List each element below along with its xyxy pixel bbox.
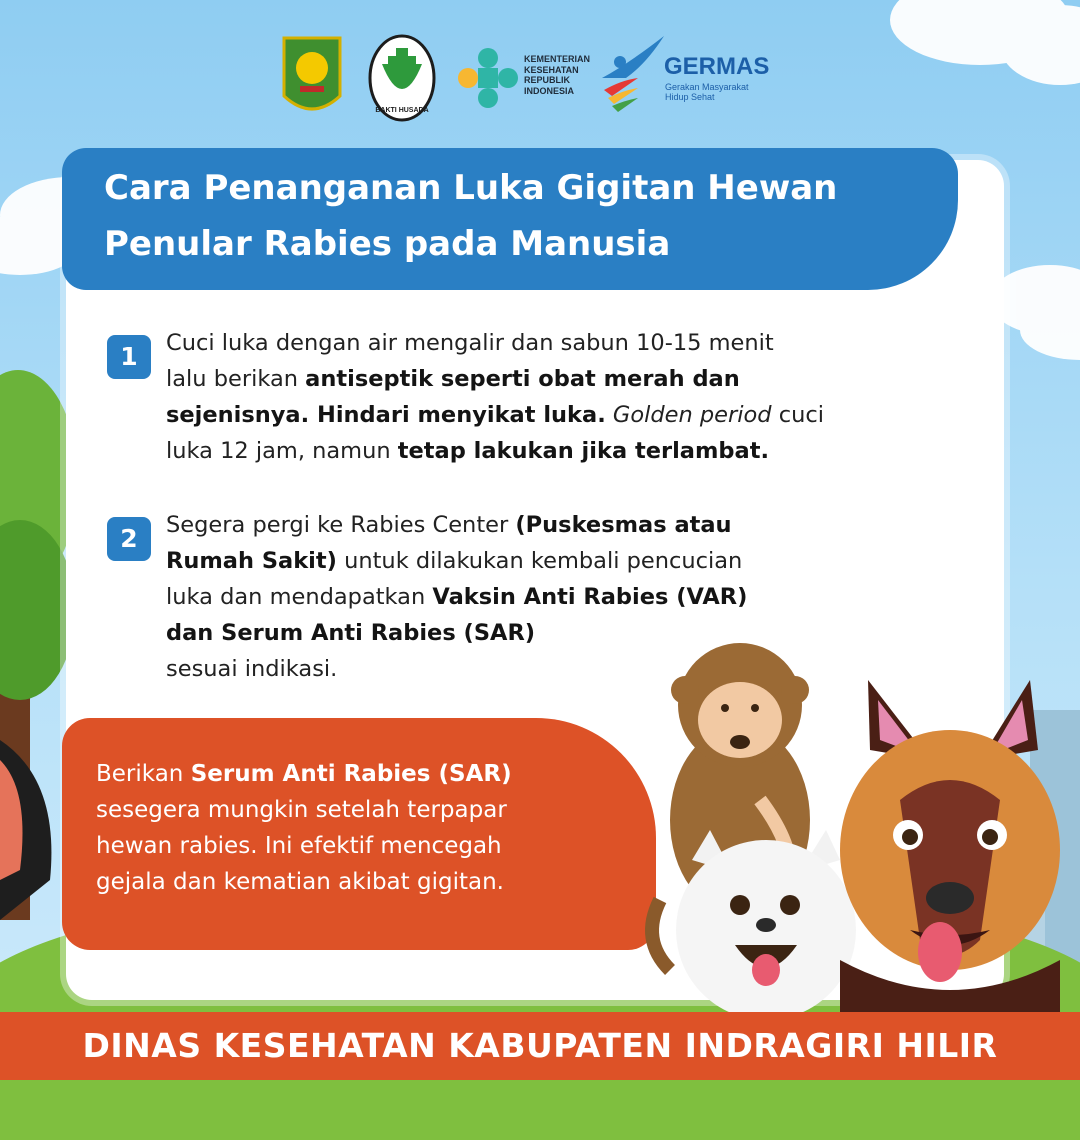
step-number-badge: 2 xyxy=(107,517,151,561)
text-segment: sejenisnya. Hindari menyikat luka. xyxy=(166,402,606,428)
text-line xyxy=(166,543,896,579)
regency-emblem-icon xyxy=(282,36,342,122)
germas-icon xyxy=(598,34,666,114)
text-line xyxy=(96,828,616,864)
text-line xyxy=(96,756,616,792)
text-line xyxy=(166,361,896,397)
text-segment: Vaksin Anti Rabies (VAR) xyxy=(432,584,748,610)
ministry-label: KEMENTERIAN KESEHATAN REPUBLIK INDONESIA xyxy=(524,54,591,96)
text-segment: lalu berikan xyxy=(166,366,306,392)
text-segment: Serum Anti Rabies (SAR) xyxy=(190,761,512,787)
text-segment: tetap lakukan jika terlambat. xyxy=(397,438,769,464)
germas-name: GERMAS xyxy=(664,53,770,80)
text-line xyxy=(166,325,896,361)
text-segment: Segera pergi ke Rabies Center xyxy=(166,512,516,538)
cat-icon xyxy=(676,830,856,1020)
dog-icon xyxy=(840,680,1060,1020)
text-segment: Berikan xyxy=(96,761,191,787)
step-number-badge: 1 xyxy=(107,335,151,379)
title-line-1: Cara Penanganan Luka Gigitan Hewan xyxy=(104,168,838,208)
animals-illustration xyxy=(640,640,1080,1020)
text-segment: sesuai indikasi. xyxy=(166,656,338,682)
kemenkes-icon xyxy=(456,46,520,110)
text-segment: (Puskesmas atau xyxy=(515,512,732,538)
text-line xyxy=(166,397,896,433)
text-segment: Cuci luka dengan air mengalir dan sabun 10-15 menit xyxy=(166,330,774,356)
text-segment xyxy=(606,402,613,428)
text-line xyxy=(166,579,896,615)
text-segment: gejala dan kematian akibat gigitan. xyxy=(96,869,504,895)
text-line xyxy=(96,864,616,900)
text-segment: hewan rabies. Ini efektif mencegah xyxy=(96,833,502,859)
text-segment: sesegera mungkin setelah terpapar xyxy=(96,797,507,823)
footer-agency-name: DINAS KESEHATAN KABUPATEN INDRAGIRI HILIR xyxy=(82,1026,998,1065)
text-segment: Golden period xyxy=(612,402,772,428)
text-segment: luka 12 jam, namun xyxy=(166,438,398,464)
text-line xyxy=(166,507,896,543)
text-segment: dan Serum Anti Rabies (SAR) xyxy=(166,620,536,646)
text-segment: untuk dilakukan kembali pencucian xyxy=(336,548,743,574)
bakti-husada-icon xyxy=(368,34,436,122)
text-segment: luka dan mendapatkan xyxy=(166,584,433,610)
text-line xyxy=(96,792,616,828)
step-1-text xyxy=(166,325,896,469)
text-segment: cuci xyxy=(771,402,824,428)
svg-text:BAKTI HUSADA: BAKTI HUSADA xyxy=(375,107,429,114)
text-segment: antiseptik seperti obat merah dan xyxy=(305,366,740,392)
sar-note-text xyxy=(96,756,616,900)
title-line-2: Penular Rabies pada Manusia xyxy=(104,224,671,264)
text-segment: Rumah Sakit) xyxy=(166,548,337,574)
germas-tagline: Gerakan Masyarakat Hidup Sehat xyxy=(665,82,749,102)
text-line xyxy=(166,433,896,469)
